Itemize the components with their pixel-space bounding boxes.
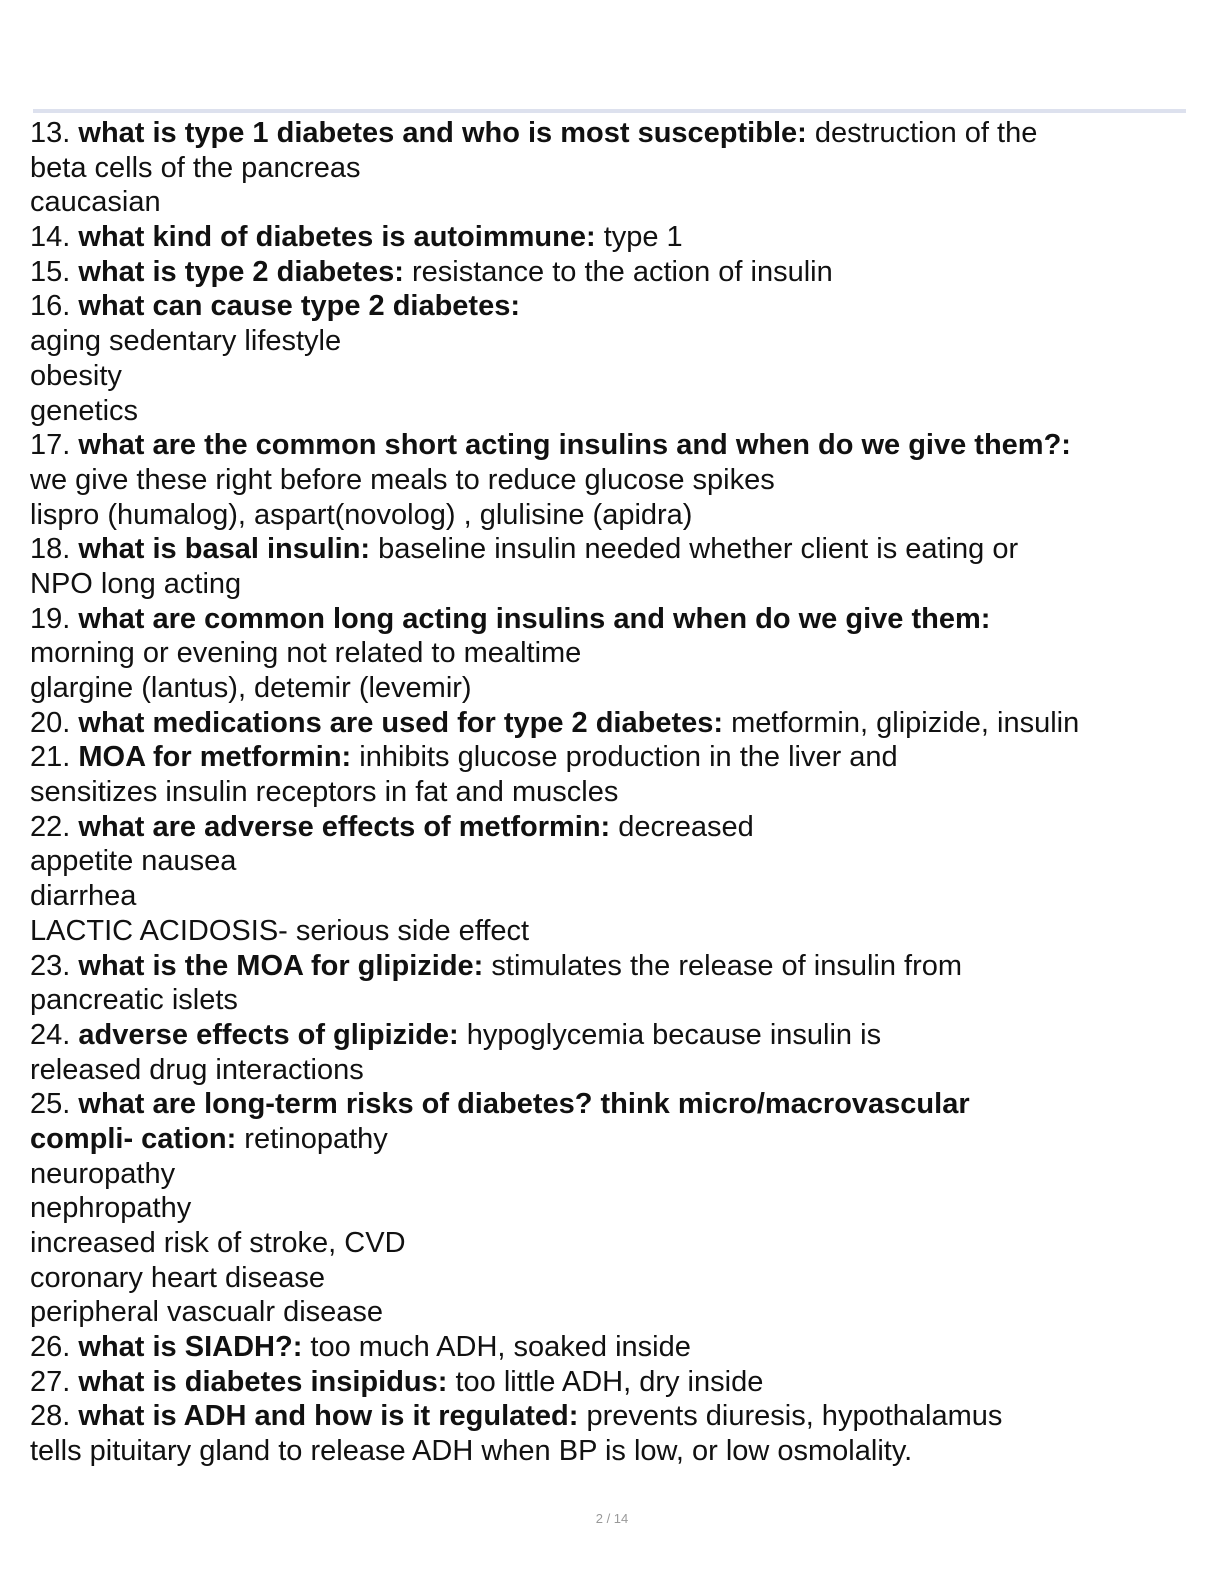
answer-text: decreased bbox=[618, 810, 754, 843]
question-text: what is the MOA for glipizide: bbox=[78, 949, 484, 982]
item-number: 16. bbox=[30, 290, 71, 323]
answer-text: resistance to the action of insulin bbox=[412, 255, 833, 288]
text-line bbox=[30, 116, 1190, 151]
item-number: 19. bbox=[30, 602, 71, 635]
item-number: 27. bbox=[30, 1365, 71, 1398]
flashcard-list bbox=[30, 116, 1190, 1469]
text-line bbox=[30, 775, 1190, 810]
answer-text: LACTIC ACIDOSIS- serious side effect bbox=[30, 914, 530, 947]
question-text: what is ADH and how is it regulated: bbox=[78, 1400, 579, 1433]
question-text: what is SIADH?: bbox=[78, 1331, 303, 1364]
item-number: 15. bbox=[30, 255, 71, 288]
answer-text: lispro (humalog), aspart(novolog) , glulisine (apidra) bbox=[30, 498, 693, 531]
answer-text: inhibits glucose production in the liver and bbox=[359, 741, 898, 774]
question-text: what are the common short acting insulins and when do we give them?: bbox=[78, 429, 1071, 462]
text-line bbox=[30, 567, 1190, 602]
text-line bbox=[30, 983, 1190, 1018]
text-line bbox=[30, 255, 1190, 290]
answer-text: aging sedentary lifestyle bbox=[30, 325, 342, 358]
answer-text: diarrhea bbox=[30, 880, 137, 913]
text-line bbox=[30, 671, 1190, 706]
text-line bbox=[30, 810, 1190, 845]
answer-text: tells pituitary gland to release ADH when BP is low, or low osmolality. bbox=[30, 1435, 913, 1468]
answer-text: beta cells of the pancreas bbox=[30, 151, 361, 184]
text-line bbox=[30, 1191, 1190, 1226]
text-line bbox=[30, 428, 1190, 463]
question-text: what medications are used for type 2 diabetes: bbox=[78, 706, 724, 739]
answer-text: prevents diuresis, hypothalamus bbox=[586, 1400, 1003, 1433]
text-line bbox=[30, 220, 1190, 255]
text-line bbox=[30, 1295, 1190, 1330]
item-number: 17. bbox=[30, 429, 71, 462]
text-line bbox=[30, 1018, 1190, 1053]
question-text: MOA for metformin: bbox=[78, 741, 352, 774]
item-number: 23. bbox=[30, 949, 71, 982]
question-text: what is type 2 diabetes: bbox=[78, 255, 404, 288]
answer-text: too little ADH, dry inside bbox=[455, 1365, 764, 1398]
item-number: 20. bbox=[30, 706, 71, 739]
question-text: what are adverse effects of metformin: bbox=[78, 810, 611, 843]
answer-text: we give these right before meals to reduce glucose spikes bbox=[30, 463, 775, 496]
answer-text: obesity bbox=[30, 359, 122, 392]
item-number: 14. bbox=[30, 221, 71, 254]
question-text: what is diabetes insipidus: bbox=[78, 1365, 448, 1398]
answer-text: sensitizes insulin receptors in fat and muscles bbox=[30, 776, 619, 809]
answer-text: hypoglycemia because insulin is bbox=[466, 1018, 882, 1051]
text-line bbox=[30, 185, 1190, 220]
answer-text: morning or evening not related to mealtime bbox=[30, 637, 582, 670]
text-line bbox=[30, 1157, 1190, 1192]
question-text: what can cause type 2 diabetes: bbox=[78, 290, 521, 323]
item-number: 22. bbox=[30, 810, 71, 843]
answer-text: caucasian bbox=[30, 186, 161, 219]
text-line bbox=[30, 636, 1190, 671]
text-line bbox=[30, 1053, 1190, 1088]
answer-text: peripheral vascualr disease bbox=[30, 1296, 384, 1329]
text-line bbox=[30, 1087, 1190, 1122]
question-text: what are long-term risks of diabetes? think micro/macrovascular bbox=[78, 1088, 970, 1121]
answer-text: destruction of the bbox=[814, 117, 1038, 149]
answer-text: nephropathy bbox=[30, 1192, 192, 1225]
text-line bbox=[30, 532, 1190, 567]
item-number: 28. bbox=[30, 1400, 71, 1433]
text-line bbox=[30, 1261, 1190, 1296]
question-text: what kind of diabetes is autoimmune: bbox=[78, 221, 596, 254]
text-line bbox=[30, 289, 1190, 324]
answer-text: metformin, glipizide, insulin bbox=[731, 706, 1080, 739]
answer-text: glargine (lantus), detemir (levemir) bbox=[30, 672, 472, 704]
text-line bbox=[30, 324, 1190, 359]
answer-text: retinopathy bbox=[244, 1122, 388, 1155]
text-line bbox=[30, 740, 1190, 775]
text-line bbox=[30, 1434, 1190, 1469]
header-divider bbox=[33, 109, 1186, 113]
question-text: adverse effects of glipizide: bbox=[78, 1018, 459, 1051]
item-number: 21. bbox=[30, 741, 71, 774]
answer-text: coronary heart disease bbox=[30, 1261, 325, 1294]
item-number: 18. bbox=[30, 533, 71, 566]
item-number: 24. bbox=[30, 1018, 71, 1051]
answer-text: stimulates the release of insulin from bbox=[491, 949, 963, 982]
text-line bbox=[30, 394, 1190, 429]
text-line bbox=[30, 1226, 1190, 1261]
item-number: 25. bbox=[30, 1088, 71, 1121]
answer-text: NPO long acting bbox=[30, 567, 242, 600]
answer-text: pancreatic islets bbox=[30, 984, 238, 1017]
text-line bbox=[30, 844, 1190, 879]
text-line bbox=[30, 914, 1190, 949]
text-line bbox=[30, 359, 1190, 394]
text-line bbox=[30, 706, 1190, 741]
answer-text: appetite nausea bbox=[30, 845, 237, 878]
text-line bbox=[30, 602, 1190, 637]
text-line bbox=[30, 949, 1190, 984]
item-number: 13. bbox=[30, 117, 71, 149]
text-line bbox=[30, 879, 1190, 914]
text-line bbox=[30, 1122, 1190, 1157]
answer-text: type 1 bbox=[603, 221, 683, 254]
question-text: compli- cation: bbox=[30, 1122, 237, 1155]
answer-text: too much ADH, soaked inside bbox=[310, 1331, 691, 1364]
text-line bbox=[30, 151, 1190, 186]
text-line bbox=[30, 1365, 1190, 1400]
question-text: what are common long acting insulins and when do we give them: bbox=[78, 602, 991, 635]
item-number: 26. bbox=[30, 1331, 71, 1364]
question-text: what is type 1 diabetes and who is most susceptible: bbox=[78, 117, 807, 149]
answer-text: baseline insulin needed whether client is eating or bbox=[378, 533, 1019, 566]
text-line bbox=[30, 1330, 1190, 1365]
answer-text: neuropathy bbox=[30, 1157, 176, 1190]
answer-text: genetics bbox=[30, 394, 139, 427]
answer-text: released drug interactions bbox=[30, 1053, 364, 1086]
answer-text: increased risk of stroke, CVD bbox=[30, 1227, 406, 1259]
text-line bbox=[30, 463, 1190, 498]
page-number: 2 / 14 bbox=[595, 1511, 629, 1526]
question-text: what is basal insulin: bbox=[78, 533, 371, 566]
text-line bbox=[30, 498, 1190, 533]
text-line bbox=[30, 1399, 1190, 1434]
